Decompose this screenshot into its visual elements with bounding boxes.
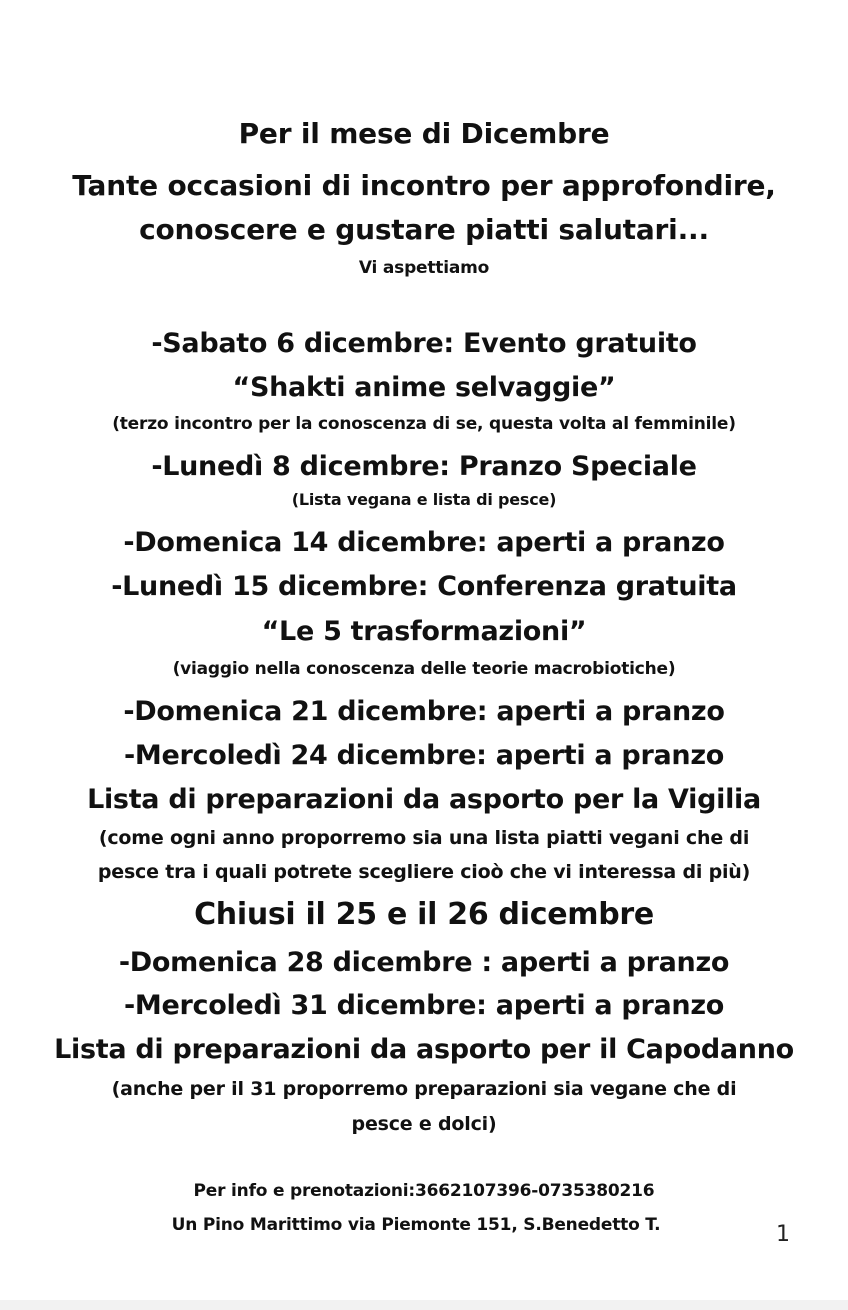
event-lunedi-8: -Lunedì 8 dicembre: Pranzo Speciale	[151, 451, 697, 482]
intro-line-1: Tante occasioni di incontro per approfondire,	[72, 169, 776, 202]
vigilia-note-1: (come ogni anno proporremo sia una lista piatti vegani che di	[98, 827, 750, 849]
event-domenica-21: -Domenica 21 dicembre: aperti a pranzo	[123, 696, 725, 727]
intro-line-2: conoscere e gustare piatti salutari...	[139, 213, 709, 246]
flyer-title: Per il mese di Dicembre	[238, 117, 610, 150]
event-lunedi-15-title: “Le 5 trasformazioni”	[261, 616, 587, 647]
closed-notice: Chiusi il 25 e il 26 dicembre	[194, 897, 654, 932]
event-mercoledi-24: -Mercoledì 24 dicembre: aperti a pranzo	[124, 740, 724, 771]
event-domenica-28: -Domenica 28 dicembre : aperti a pranzo	[118, 947, 730, 978]
event-domenica-14: -Domenica 14 dicembre: aperti a pranzo	[123, 527, 725, 558]
address: Un Pino Marittimo via Piemonte 151, S.Benedetto T.	[171, 1215, 661, 1235]
contact-info: Per info e prenotazioni:3662107396-0735380216	[193, 1181, 655, 1201]
vigilia-takeaway: Lista di preparazioni da asporto per la Vigilia	[87, 784, 761, 815]
capodanno-takeaway: Lista di preparazioni da asporto per il Capodanno	[54, 1034, 794, 1065]
event-mercoledi-31: -Mercoledì 31 dicembre: aperti a pranzo	[124, 990, 724, 1021]
event-lunedi-15: -Lunedì 15 dicembre: Conferenza gratuita	[111, 571, 737, 602]
capodanno-note-1: (anche per il 31 proporremo preparazioni sia vegane che di	[111, 1078, 737, 1100]
event-lunedi-15-note: (viaggio nella conoscenza delle teorie macrobiotiche)	[172, 659, 676, 679]
vigilia-note-2: pesce tra i quali potrete scegliere cioò che vi interessa di più)	[97, 861, 751, 883]
event-sabato-6: -Sabato 6 dicembre: Evento gratuito	[151, 328, 697, 359]
welcome-text: Vi aspettiamo	[358, 258, 490, 278]
event-sabato-6-note: (terzo incontro per la conoscenza di se, questa volta al femminile)	[112, 414, 736, 434]
page-number: 1	[776, 1222, 790, 1247]
event-lunedi-8-note: (Lista vegana e lista di pesce)	[291, 490, 557, 509]
bottom-strip	[0, 1300, 848, 1310]
event-sabato-6-title: “Shakti anime selvaggie”	[232, 372, 616, 403]
capodanno-note-2: pesce e dolci)	[351, 1113, 497, 1135]
